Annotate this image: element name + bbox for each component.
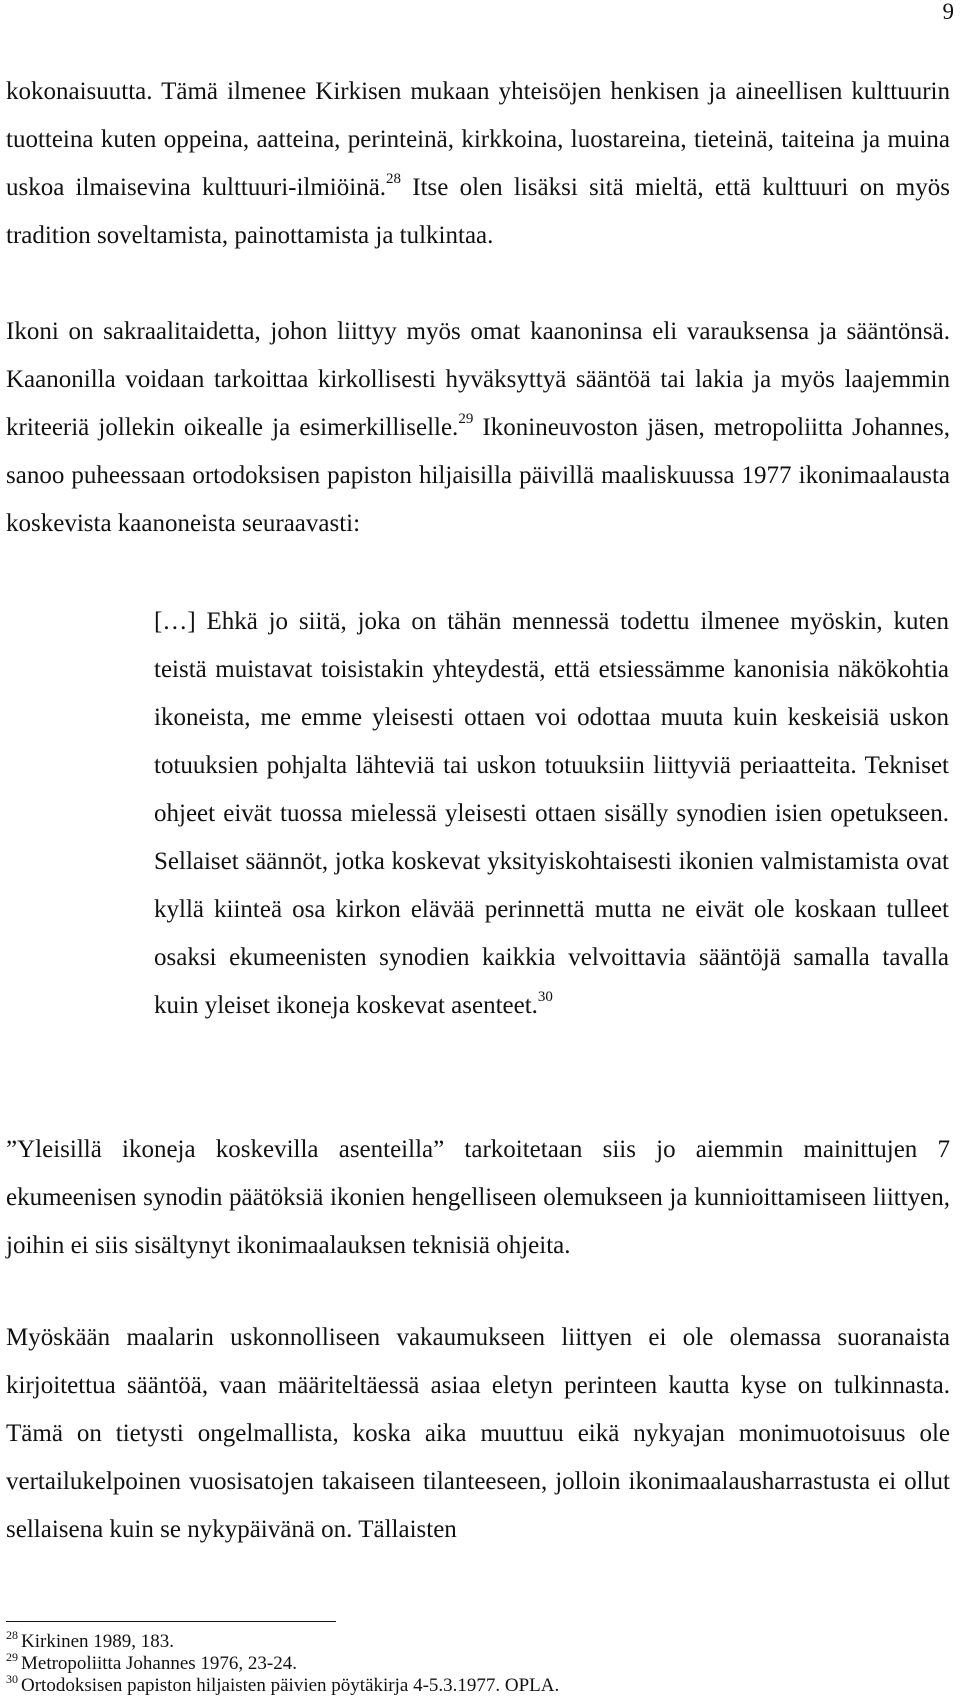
footnote-30 bbox=[6, 1672, 946, 1697]
footnote-number: 30 bbox=[6, 1672, 18, 1686]
paragraph-text: kokonaisuutta. Tämä ilmenee Kirkisen mukaan yhteisöjen henkisen ja aineellisen kulttuurin tuotteina kuten oppeina, aatteina, perinteinä, kirkkoina, luostareina, tieteinä, taiteina ja muina uskoa ilmaisevina kulttuuri-ilmiöinä. bbox=[6, 78, 950, 201]
page-number: 9 bbox=[942, 0, 954, 24]
footnote-separator bbox=[6, 1621, 336, 1622]
footnote-text: Ortodoksisen papiston hiljaisten päivien pöytäkirja 4-5.3.1977. OPLA. bbox=[21, 1675, 560, 1696]
paragraph-text: ”Yleisillä ikoneja koskevilla asenteilla” tarkoitetaan siis jo aiemmin mainittujen 7 ekumeenisen synodin päätöksiä ikonien hengelliseen olemukseen ja kunnioittamiseen liittyen, joihin ei siis sisältynyt ikonimaalauksen teknisiä ohjeita. bbox=[6, 1136, 950, 1259]
footnote-reference-28: 28 bbox=[386, 171, 402, 187]
paragraph-text-continued: Itse olen lisäksi sitä mieltä, että kulttuuri on myös tradition soveltamista, painottamista ja tulkintaa. bbox=[6, 174, 950, 249]
footnotes bbox=[6, 1628, 946, 1697]
quote-text: […] Ehkä jo siitä, joka on tähän mennessä todettu ilmenee myöskin, kuten teistä muistavat toisistakin yhteydestä, että etsiessämme kanonisia näkökohtia ikoneista, me emme yleisesti ottaen voi odottaa muuta kuin keskeisiä uskon totuuksien pohjalta lähteviä tai uskon totuuksiin liittyviä periaatteita. Tekniset ohjeet eivät tuossa mielessä yleisesti ottaen sisälly synodien isien opetukseen. Sellaiset säännöt, jotka koskevat yksityiskohtaisesti ikonien valmistamista ovat kyllä kiinteä osa kirkon elävää perinnettä mutta ne eivät ole koskaan tulleet osaksi ekumeenisten synodien kaikkia velvoittavia sääntöjä samalla tavalla kuin yleiset ikoneja koskevat asenteet. bbox=[154, 608, 949, 1019]
paragraph-general-attitudes bbox=[6, 1126, 950, 1270]
footnote-reference-30: 30 bbox=[537, 989, 553, 1005]
footnote-number: 28 bbox=[6, 1628, 18, 1642]
paragraph-culture bbox=[6, 68, 950, 260]
paragraph-text-continued: Ikonineuvoston jäsen, metropoliitta Johannes, sanoo puheessaan ortodoksisen papiston hiljaisilla päivillä maaliskuussa 1977 ikonimaalausta koskevista kaanoneista seuraavasti: bbox=[6, 414, 951, 537]
paragraph-text: Ikoni on sakraalitaidetta, johon liittyy myös omat kaanoninsa eli varauksensa ja sääntönsä. Kaanonilla voidaan tarkoittaa kirkollisesti hyväksyttyä sääntöä tai lakia ja myös laajemmin kriteeriä jollekin oikealle ja esimerkilliselle. bbox=[6, 318, 950, 441]
footnote-text: Metropoliitta Johannes 1976, 23-24. bbox=[21, 1653, 297, 1674]
paragraph-religious-conviction bbox=[6, 1314, 950, 1554]
footnote-reference-29: 29 bbox=[458, 411, 474, 427]
footnote-number: 29 bbox=[6, 1650, 18, 1664]
footnote-28 bbox=[6, 1628, 946, 1653]
footnote-29 bbox=[6, 1650, 946, 1675]
paragraph-icon-canon bbox=[6, 308, 950, 548]
footnote-text: Kirkinen 1989, 183. bbox=[21, 1631, 175, 1652]
paragraph-text: Myöskään maalarin uskonnolliseen vakaumukseen liittyen ei ole olemassa suoranaista kirjoitettua sääntöä, vaan määriteltäessä asiaa eletyn perinteen kautta kyse on tulkinnasta. Tämä on tietysti ongelmallista, koska aika muuttuu eikä nykyajan monimuotoisuus ole vertailukelpoinen vuosisatojen takaiseen tilanteeseen, jolloin ikonimaalausharrastusta ei ollut sellaisena kuin se nykypäivänä on. Tällaisten bbox=[6, 1324, 950, 1543]
block-quote bbox=[154, 598, 949, 1030]
